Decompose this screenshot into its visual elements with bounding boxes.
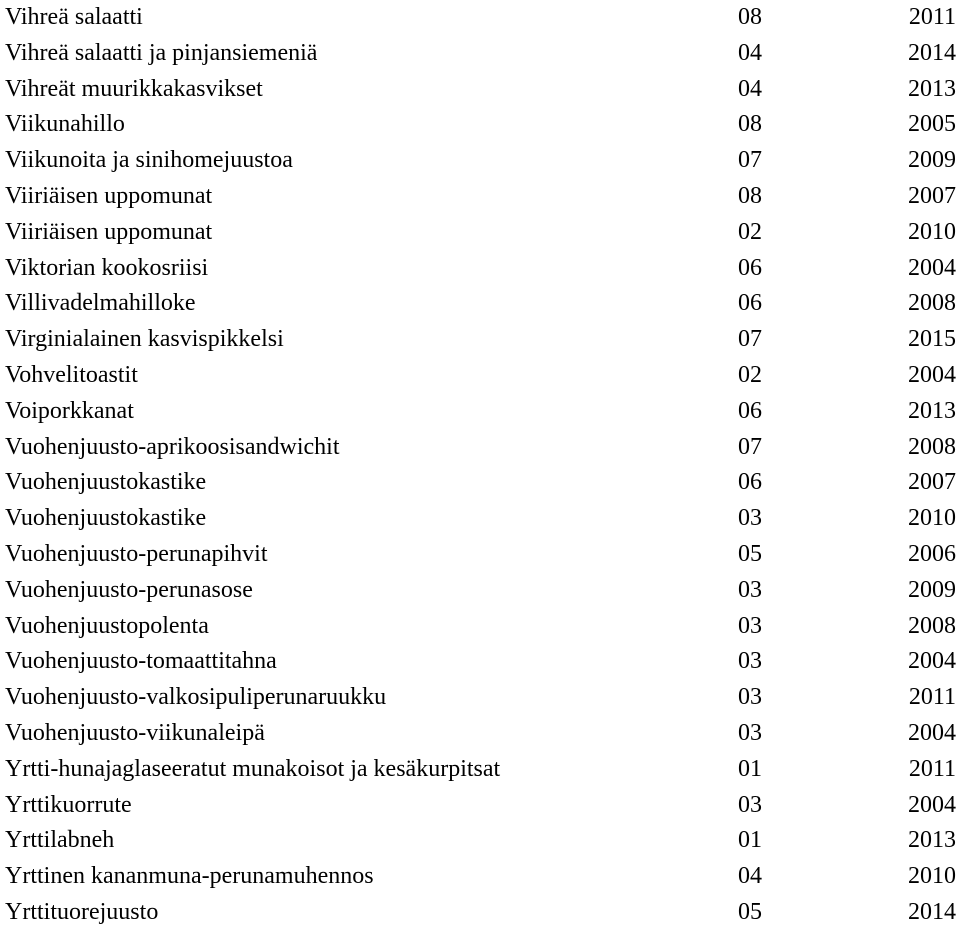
issue-month: 03 <box>738 612 762 639</box>
recipe-name: Vihreä salaatti ja pinjansiemeniä <box>5 39 318 66</box>
issue-month: 06 <box>738 469 762 496</box>
list-item <box>0 36 960 72</box>
issue-year: 2010 <box>908 863 956 890</box>
issue-year: 2005 <box>908 111 956 138</box>
issue-month: 05 <box>738 540 762 567</box>
recipe-name: Vuohenjuusto-viikunaleipä <box>5 719 265 746</box>
issue-year: 2004 <box>908 719 956 746</box>
issue-year: 2004 <box>908 791 956 818</box>
issue-year: 2015 <box>908 326 956 353</box>
issue-year: 2007 <box>908 182 956 209</box>
recipe-name: Vuohenjuusto-aprikoosisandwichit <box>5 433 340 460</box>
recipe-name: Vuohenjuustokastike <box>5 469 207 496</box>
list-item <box>0 72 960 108</box>
issue-month: 08 <box>738 4 762 30</box>
issue-year: 2006 <box>908 540 956 567</box>
list-item <box>0 107 960 143</box>
issue-month: 03 <box>738 791 762 818</box>
recipe-name: Vuohenjuusto-valkosipuliperunaruukku <box>5 684 387 711</box>
list-item <box>0 573 960 609</box>
issue-year: 2007 <box>908 469 956 496</box>
issue-year: 2013 <box>908 397 956 424</box>
list-item <box>0 609 960 645</box>
recipe-name: Villivadelmahilloke <box>5 290 196 317</box>
recipe-name: Viikunoita ja sinihomejuustoa <box>5 147 293 174</box>
list-item <box>0 322 960 358</box>
recipe-name: Vuohenjuusto-perunapihvit <box>5 540 268 567</box>
issue-year: 2014 <box>908 898 956 925</box>
recipe-name: Vihreä salaatti <box>5 4 143 30</box>
list-item <box>0 823 960 859</box>
recipe-name: Yrttikuorrute <box>5 791 132 818</box>
issue-month: 06 <box>738 397 762 424</box>
recipe-name: Viiriäisen uppomunat <box>5 182 213 209</box>
list-item <box>0 215 960 251</box>
issue-month: 05 <box>738 898 762 925</box>
issue-month: 07 <box>738 433 762 460</box>
recipe-name: Vohvelitoastit <box>5 361 138 388</box>
list-item <box>0 788 960 824</box>
issue-year: 2008 <box>908 433 956 460</box>
issue-month: 06 <box>738 290 762 317</box>
recipe-name: Virginialainen kasvispikkelsi <box>5 326 284 353</box>
issue-month: 06 <box>738 254 762 281</box>
issue-year: 2011 <box>908 4 956 30</box>
issue-month: 01 <box>738 755 762 782</box>
list-item <box>0 430 960 466</box>
issue-year: 2013 <box>908 827 956 854</box>
recipe-name: Vihreät muurikkakasvikset <box>5 75 263 102</box>
issue-month: 02 <box>738 361 762 388</box>
recipe-name: Vuohenjuusto-perunasose <box>5 576 253 603</box>
recipe-name: Vuohenjuustokastike <box>5 505 207 532</box>
list-item <box>0 752 960 788</box>
list-item <box>0 895 960 931</box>
issue-month: 07 <box>738 147 762 174</box>
issue-year: 2013 <box>908 75 956 102</box>
issue-year: 2009 <box>908 147 956 174</box>
list-item <box>0 501 960 537</box>
recipe-name: Yrtti-hunajaglaseeratut munakoisot ja kesäkurpitsat <box>5 755 501 782</box>
list-item <box>0 716 960 752</box>
issue-year: 2008 <box>908 612 956 639</box>
issue-month: 03 <box>738 719 762 746</box>
recipe-name: Viikunahillo <box>5 111 125 138</box>
list-item <box>0 465 960 501</box>
recipe-name: Vuohenjuusto-tomaattitahna <box>5 648 277 675</box>
issue-month: 03 <box>738 648 762 675</box>
issue-year: 2010 <box>908 505 956 532</box>
recipe-name: Yrttilabneh <box>5 827 115 854</box>
list-item <box>0 143 960 179</box>
recipe-name: Yrttinen kananmuna-perunamuhennos <box>5 863 374 890</box>
issue-month: 08 <box>738 182 762 209</box>
issue-year: 2004 <box>908 648 956 675</box>
recipe-name: Vuohenjuustopolenta <box>5 612 209 639</box>
list-item <box>0 859 960 895</box>
issue-year: 2008 <box>908 290 956 317</box>
issue-month: 04 <box>738 75 762 102</box>
list-item <box>0 0 960 36</box>
issue-year: 2009 <box>908 576 956 603</box>
issue-year: 2010 <box>908 218 956 245</box>
issue-year: 2004 <box>908 254 956 281</box>
recipe-name: Viiriäisen uppomunat <box>5 218 213 245</box>
list-item <box>0 286 960 322</box>
issue-month: 04 <box>738 863 762 890</box>
list-item <box>0 394 960 430</box>
recipe-name: Voiporkkanat <box>5 397 134 424</box>
list-item <box>0 537 960 573</box>
issue-month: 08 <box>738 111 762 138</box>
issue-year: 2011 <box>908 755 956 782</box>
issue-month: 03 <box>738 505 762 532</box>
list-item <box>0 251 960 287</box>
list-item <box>0 179 960 215</box>
issue-month: 07 <box>738 326 762 353</box>
issue-year: 2011 <box>908 684 956 711</box>
list-item <box>0 644 960 680</box>
issue-month: 01 <box>738 827 762 854</box>
recipe-name: Yrttituorejuusto <box>5 898 159 925</box>
issue-month: 03 <box>738 684 762 711</box>
issue-year: 2014 <box>908 39 956 66</box>
list-item <box>0 680 960 716</box>
issue-year: 2004 <box>908 361 956 388</box>
recipe-name: Viktorian kookosriisi <box>5 254 209 281</box>
issue-month: 02 <box>738 218 762 245</box>
issue-month: 04 <box>738 39 762 66</box>
issue-month: 03 <box>738 576 762 603</box>
list-item <box>0 358 960 394</box>
